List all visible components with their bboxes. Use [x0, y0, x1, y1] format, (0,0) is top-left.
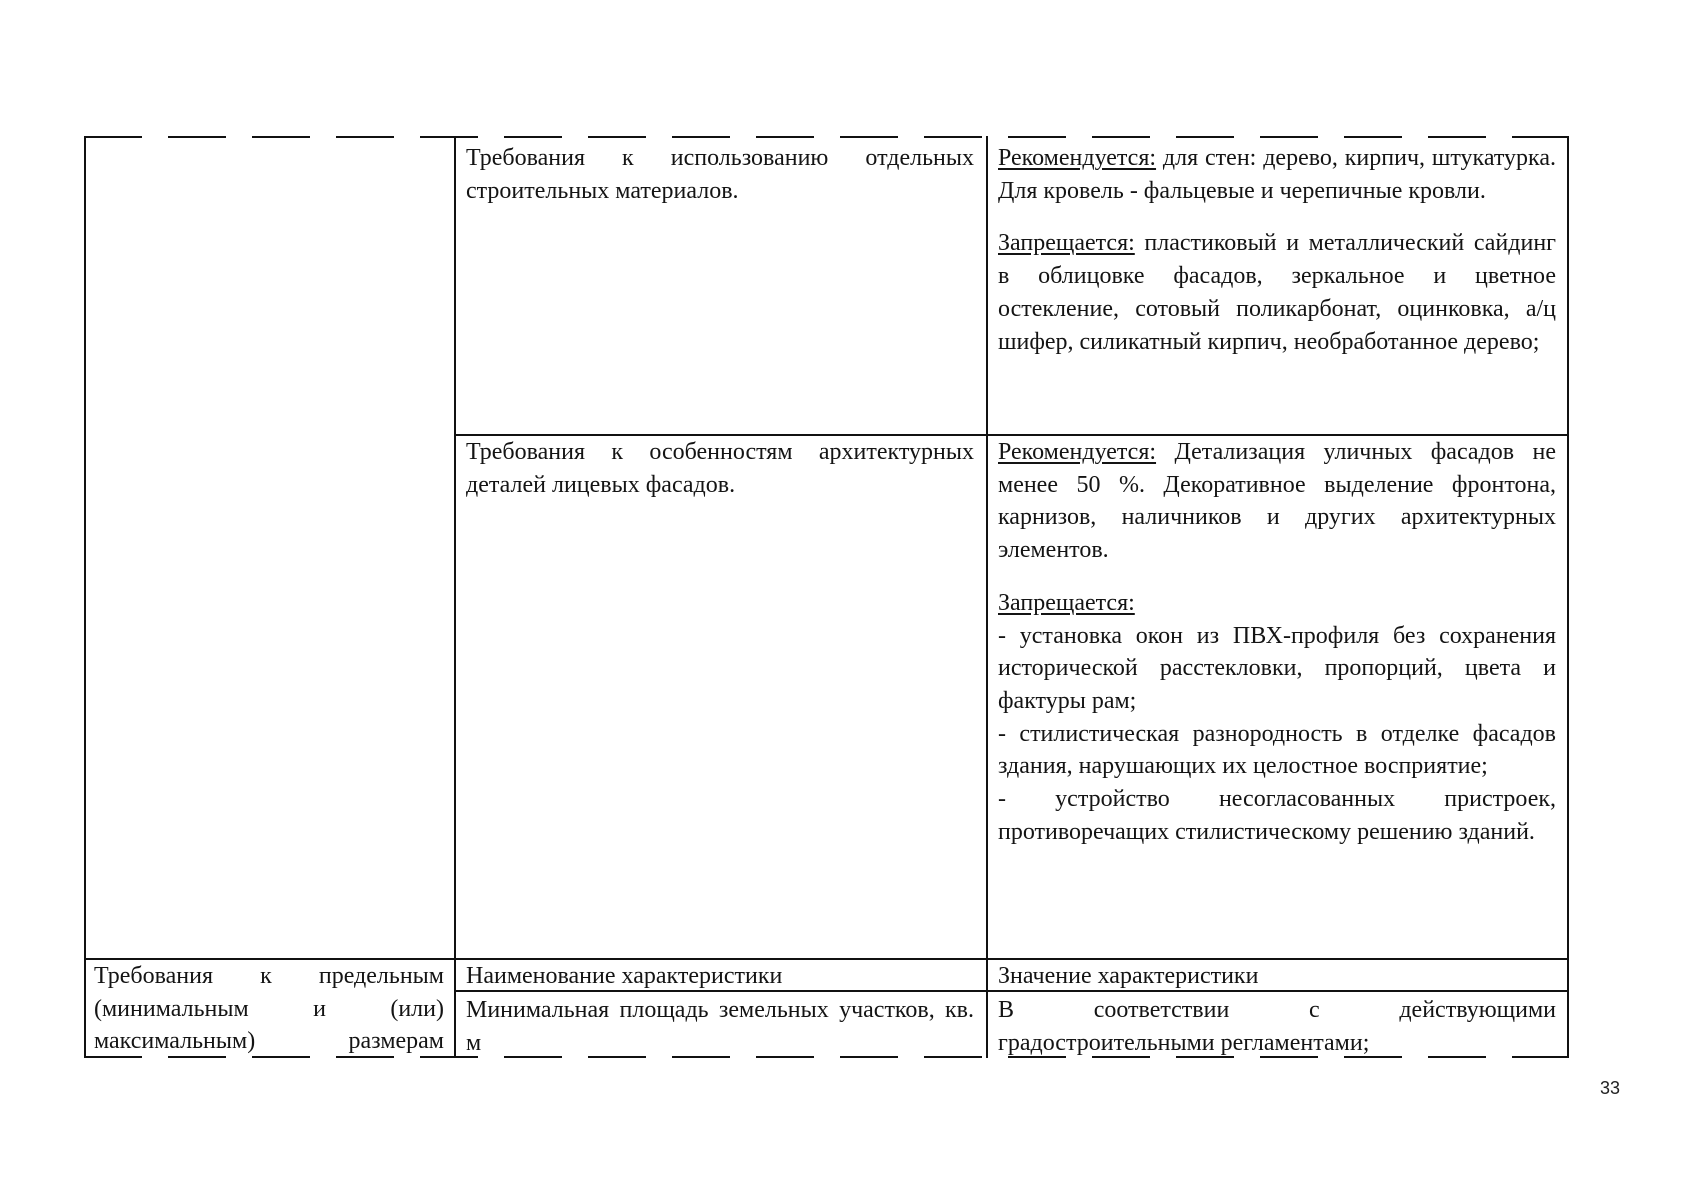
table-right-border [1567, 136, 1569, 1058]
recommended-label: Рекомендуется: [998, 145, 1157, 171]
forbidden-item: - установка окон из ПВХ-профиля без сохранения исторической расстекловки, пропорций, цвета и фактуры рам; [998, 622, 1556, 714]
min-area-name-cell: Минимальная площадь земельных участков, кв. м [466, 997, 974, 1056]
recommended-text: Детализация уличных фасадов не менее 50 %. Декоративное выделение фронтона, карнизов, наличников и других архитектурных элементов. [998, 439, 1556, 564]
page-number: 33 [1600, 1078, 1621, 1098]
row1-value-cell [998, 142, 1556, 358]
table-top-border [84, 136, 1569, 138]
row2-requirement-cell [466, 436, 974, 501]
row1-requirement-cell [466, 142, 974, 207]
forbidden-text: пластиковый и металлический сайдинг в облицовке фасадов, зеркальное и цветное остекление, сотовый поликарбонат, оцинковка, а/ц шифер, силикатный кирпич, необработанное дерево; [998, 230, 1557, 355]
row3-category-cell [94, 960, 444, 1058]
row1-forbidden-paragraph [998, 227, 1556, 358]
characteristic-value-header: Значение характеристики [998, 963, 1259, 989]
row2-requirement-text: Требования к особенностям архитектурных деталей лицевых фасадов. [466, 439, 974, 498]
characteristic-name-header: Наименование характеристики [466, 963, 783, 989]
row1-recommended-paragraph [998, 142, 1556, 207]
forbidden-item: - устройство несогласованных пристроек, противоречащих стилистическому решению зданий. [998, 786, 1556, 845]
row2-value-cell [998, 436, 1556, 848]
table-left-border [84, 136, 86, 1058]
forbidden-label: Запрещается: [998, 230, 1135, 257]
forbidden-item: - стилистическая разнородность в отделке фасадов здания, нарушающих их целостное восприятие; [998, 720, 1556, 780]
row2-recommended-paragraph [998, 436, 1556, 567]
forbidden-label: Запрещается: [998, 589, 1135, 616]
recommended-text: для стен: дерево, кирпич, штукатурка. Для кровель - фальцевые и черепичные кровли. [998, 145, 1556, 204]
min-area-value-cell: В соответствии с действующими градостроительными регламентами; [998, 997, 1556, 1056]
recommended-label: Рекомендуется: [998, 439, 1157, 465]
column-divider-1 [454, 136, 456, 1058]
row1-requirement-text: Требования к использованию отдельных строительных материалов. [466, 145, 974, 204]
row3-category-text: Требования к предельным (минимальным и (или) максимальным) размерам [94, 963, 444, 1055]
column-divider-2 [986, 136, 988, 1058]
